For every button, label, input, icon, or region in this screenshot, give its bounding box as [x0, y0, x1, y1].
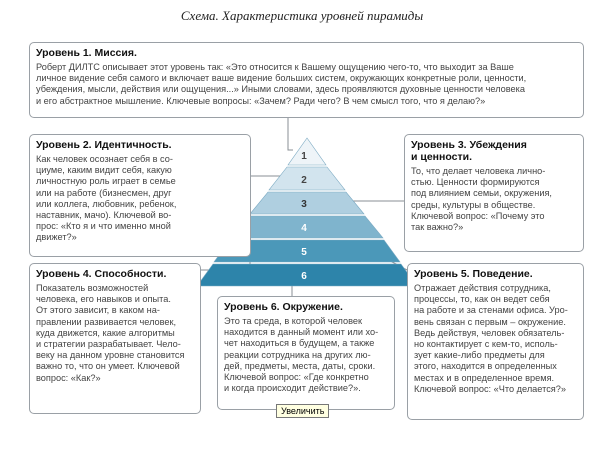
- level-4-box: [29, 263, 201, 414]
- level-1-heading: Уровень 1. Миссия.: [36, 47, 137, 59]
- pyramid-tier-1: [288, 138, 326, 165]
- tier-number-6: 6: [301, 271, 307, 282]
- tier-number-5: 5: [301, 247, 307, 258]
- pyramid-tier-2: [269, 167, 345, 190]
- level-2-text: Как человек осознает себя в со- циуме, каким видит себя, какую личностную роль играет в семье или на работе (бизнесмен, друг или коллега, любовник, ребенок, наставник, мачо). Ключевой во- прос: «Кто я и что именно мной движет?»: [36, 154, 177, 243]
- level-1-text: Роберт ДИЛТС описывает этот уровень так: «Это относится к Вашему ощущению чего-то, что выходит за Ваше личное видение себя самого и включает ваше видение больших систем, окружающих конкретные роли, ценности, убеждения, мысли, действия или ощущения...» Иными словами, здесь проявляются духовные ценности человека и его абстрактное мышление. Ключевые вопросы: «Зачем? Ради чего? В чем смысл того, что я делаю?»: [36, 62, 527, 106]
- level-4-heading: Уровень 4. Способности.: [36, 268, 167, 280]
- tier-number-2: 2: [301, 175, 307, 186]
- level-5-heading: Уровень 5. Поведение.: [414, 268, 533, 280]
- connector-level-1: [288, 117, 293, 150]
- level-3-heading: Уровень 3. Убеждения и ценности.: [411, 139, 527, 163]
- tier-number-4: 4: [301, 223, 307, 234]
- tier-number-1: 1: [301, 151, 307, 162]
- level-5-box: [407, 263, 584, 420]
- level-6-text: Это та среда, в которой человек находится в данный момент или хо- чет находиться в будущем, а также реакции сотрудника на других лю- дей, предметы, места, даты, сроки. Ключевой вопрос: «Где конкретно и когда происходит действие?».: [224, 316, 379, 394]
- pyramid-tier-6: [197, 264, 417, 286]
- level-5-text: Отражает действия сотрудника, процессы, то, как он ведет себя на работе и за стенами офиса. Уро- вень связан с первым – окружение. Ведь действуя, человек обязатель- но контактирует с кем-то, исполь- зует какие-либо предметы для этого, находится в определенных местах и в определенное время. Ключевой вопрос: «Что делается?»: [414, 283, 568, 394]
- level-6-box: [217, 296, 395, 410]
- level-2-box: [29, 134, 251, 257]
- level-3-text: То, что делает человека лично- стью. Ценности формируются под влиянием семьи, окружения, среды, культуры в обществе. Ключевой вопрос: «Почему это так важно?»: [411, 166, 552, 233]
- level-2-heading: Уровень 2. Идентичность.: [36, 139, 172, 151]
- level-3-box: [404, 134, 584, 252]
- pyramid-tier-3: [250, 192, 364, 214]
- pyramid-tier-4: [231, 216, 383, 238]
- tier-number-3: 3: [301, 199, 307, 210]
- diagram-title: Схема. Характеристика уровней пирамиды: [180, 8, 424, 23]
- zoom-tooltip: Увеличить: [276, 404, 329, 418]
- level-4-text: Показатель возможностей человека, его навыков и опыта. От этого зависит, в каком на- правлении развивается человек, куда движется, какие алгоритмы и стратегии разрабатывает. Чело- веку на данном уровне становится важно то, что он умеет. Ключевой вопрос: «Как?»: [36, 283, 185, 383]
- level-6-heading: Уровень 6. Окружение.: [224, 301, 343, 313]
- level-1-box: [29, 42, 584, 118]
